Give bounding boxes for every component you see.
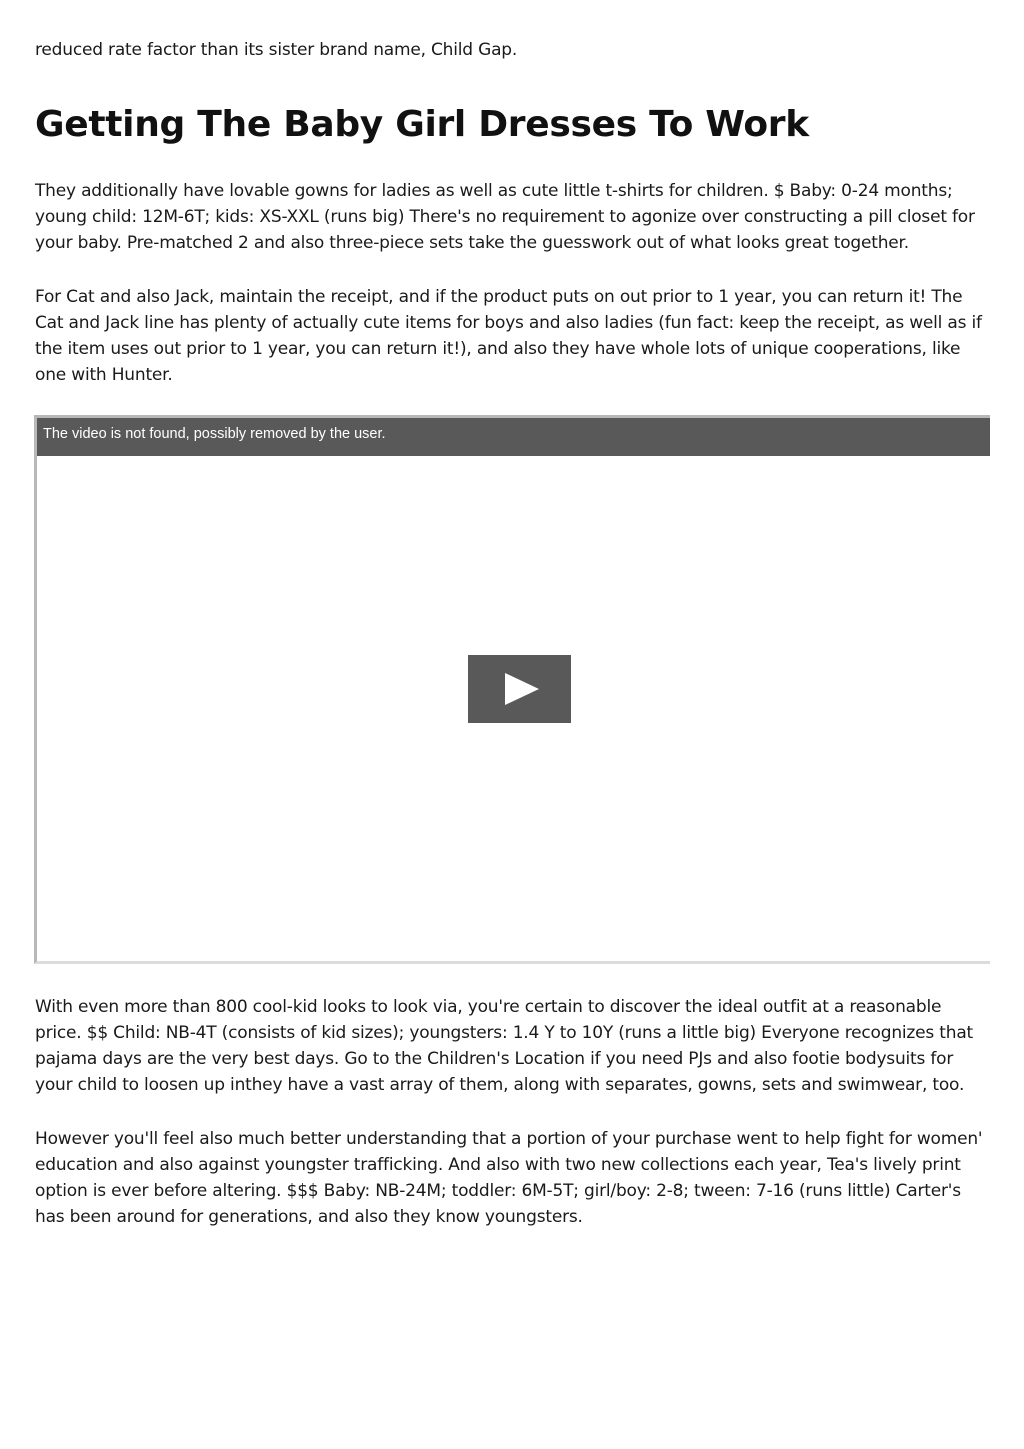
play-icon [505,673,539,705]
article-heading: Getting The Baby Girl Dresses To Work [35,104,809,145]
video-embed[interactable] [34,415,990,964]
play-button[interactable] [468,655,571,723]
paragraph-3: With even more than 800 cool-kid looks to look via, you're certain to discover the ideal outfit at a reasonable price. $$ Child: NB-4T (consists of kid sizes); youngsters: 1.4 Y to 10Y (runs a little big) Everyone recognizes that pajama days are the very best days. Go to the Children's Location if you need PJs and also footie bodysuits for your child to loosen up inthey have a vast array of them, along with separates, gowns, sets and swimwear, too. [35,997,973,1095]
video-title-bar [37,418,990,456]
paragraph-1: They additionally have lovable gowns for ladies as well as cute little t-shirts for children. $ Baby: 0-24 months; young child: 12M-6T; kids: XS-XXL (runs big) There's no requirement to agonize over constructing a pill closet for your baby. Pre-matched 2 and also three-piece sets take the guesswork out of what looks great together. [35,181,975,253]
paragraph-2: For Cat and also Jack, maintain the receipt, and if the product puts on out prior to 1 year, you can return it! The Cat and Jack line has plenty of actually cute items for boys and also ladies (fun fact: keep the receipt, as well as if the item uses out prior to 1 year, you can return it!), and also they have whole lots of unique cooperations, like one with Hunter. [35,287,982,385]
paragraph-4: However you'll feel also much better understanding that a portion of your purchase went to help fight for women' education and also against youngster trafficking. And also with two new collections each year, Tea's lively print option is ever before altering. $$$ Baby: NB-24M; toddler: 6M-5T; girl/boy: 2-8; tween: 7-16 (runs little) Carter's has been around for generations, and also they know youngsters. [35,1129,983,1227]
intro-fragment: reduced rate factor than its sister brand name, Child Gap. [35,40,518,60]
video-error-message: The video is not found, possibly removed by the user. [43,426,386,442]
